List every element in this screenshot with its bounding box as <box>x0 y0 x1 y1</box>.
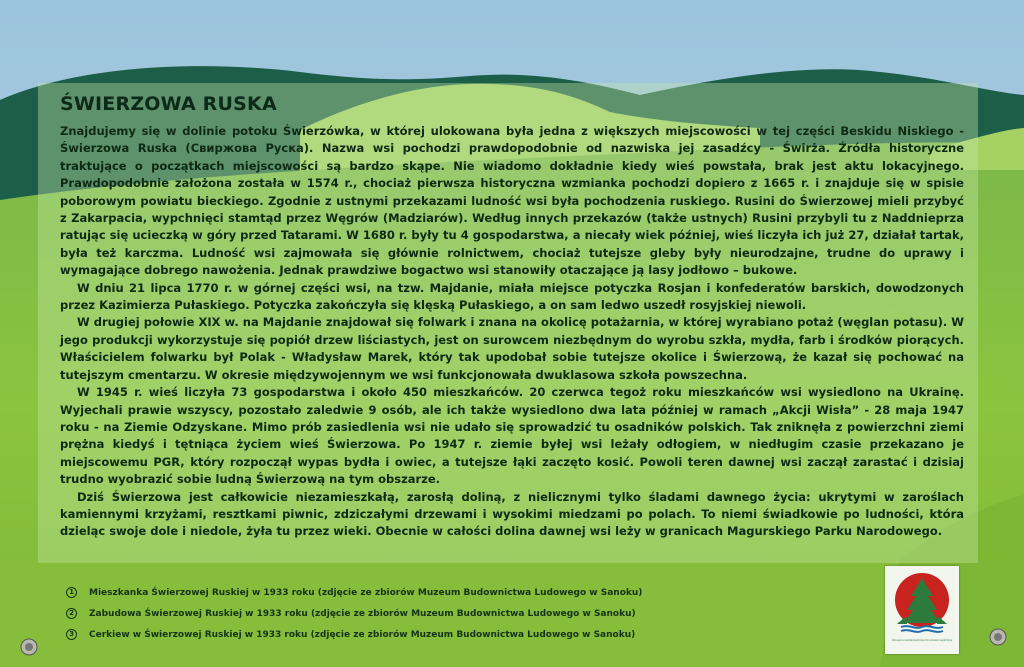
caption-2 <box>66 603 642 624</box>
fund-logo <box>885 566 959 654</box>
logo-caption: Dofinansowano ze środków Narodowego Funduszu Ochrony Środowiska i Gospodarki Wodnej <box>892 639 953 642</box>
paragraph-2: W dniu 21 lipca 1770 r. w górnej części wsi, na tzw. Majdanie, miała miejsce potyczka Rosjan i konfederatów barskich, dowodzonych przez Kazimierza Pułaskiego. Potyczka zakończyła się klęską Pułaskiego, a on sam ledwo uszedł rosyjskiej niewoli. <box>60 280 964 313</box>
caption-text: Mieszkanka Świerzowej Ruskiej w 1933 roku (zdjęcie ze zbiorów Muzeum Budownictwa Ludowego w Sanoku) <box>89 587 643 598</box>
caption-number: 3 <box>66 629 77 640</box>
caption-3 <box>66 624 642 645</box>
caption-text: Cerkiew w Świerzowej Ruskiej w 1933 roku (zdjęcie ze zbiorów Muzeum Budownictwa Ludowego w Sanoku) <box>89 629 636 640</box>
caption-number: 2 <box>66 608 77 619</box>
screw-left-icon <box>20 638 38 656</box>
paragraph-1: Znajdujemy się w dolinie potoku Świerzówka, w której ulokowana była jedna z większych miejscowości w tej części Beskidu Niskiego - Świerzowa Ruska (Свиржова Руска). Nazwa wsi pochodzi prawdopodobnie od nazwiska jej zasadźcy - Świrża. Źródła historyczne traktujące o początkach miejscowości są bardzo skąpe. Nie wiadomo dokładnie kiedy wieś powstała, brak jest aktu lokacyjnego. Prawdopodobnie założona została w 1574 r., chociaż pierwsza historyczna wzmianka pochodzi dopiero z 1665 r. i znajduje się w spisie poborowym powiatu bieckiego. Zgodnie z ustnymi przekazami ludność wsi była pochodzenia ruskiego. Rusini do Świerzowej mieli przybyć z Zakarpacia, wypchnięci stamtąd przez Węgrów (Madziarów). Według innych przekazów (także ustnych) Rusini przybyli tu z Naddnieprza ratując się ucieczką w góry przed Tatarami. W 1680 r. były tu 4 gospodarstwa, a niecały wiek później, wieś liczyła ich już 27, działał tartak, była też karczma. Ludność wsi zajmowała się głównie rolnictwem, chociaż tutejsze gleby były nieurodzajne, trudne do uprawy i wymagające dobrego nawożenia. Jednak prawdziwe bogactwo wsi stanowiły otaczające ją lasy jodłowo – bukowe. <box>60 124 964 278</box>
paragraph-5: Dziś Świerzowa jest całkowicie niezamieszkałą, zarosłą doliną, z nielicznymi tylko śladami dawnego życia: ukrytymi w zaroślach kamiennymi krzyżami, resztkami piwnic, zdziczałymi drzewami i wysokimi miedzami po polach. To niemi świadkowie po ludności, która dzieląc swoje dole i niedole, żyła tu przez wieki. Obecnie w całości dolina dawnej wsi leży w granicach Magurskiego Parku Narodowego. <box>60 489 964 539</box>
forest-fund-logo-icon <box>885 566 959 654</box>
history-text <box>60 123 964 541</box>
paragraph-3: W drugiej połowie XIX w. na Majdanie znajdował się folwark i znana na okolicę potażarnia, w której wyrabiano potaż (węglan potasu). W jego produkcji wykorzystuje się popiół drzew liściastych, jest on surowcem niezbędnym do wyrobu szkła, mydła, farb i środków piorących. Właścicielem folwarku był Polak - Władysław Marek, który tak upodobał sobie tutejsze okolice i Świerzową, że kazał się pochować na tutejszym cmentarzu. W okresie międzywojennym we wsi funkcjonowała dwuklasowa szkoła powszechna. <box>60 315 964 382</box>
caption-text: Zabudowa Świerzowej Ruskiej w 1933 roku (zdjęcie ze zbiorów Muzeum Budownictwa Ludowego w Sanoku) <box>89 608 636 619</box>
photo-captions <box>66 582 642 645</box>
caption-number: 1 <box>66 587 77 598</box>
paragraph-4: W 1945 r. wieś liczyła 73 gospodarstwa i około 450 mieszkańców. 20 czerwca tegoż roku mieszkańców wsi wysiedlono na Ukrainę. Wyjechali prawie wszyscy, pozostało zaledwie 9 osób, ale ich także wysiedlono dwa lata później w ramach „Akcji Wisła” - 28 maja 1947 roku - na Ziemie Odzyskane. Mimo prób zasiedlenia wsi nie udało się sprowadzić tu osadników polskich. Tak zniknęła z powierzchni ziemi prężna kiedyś i tętniąca życiem wieś Świerzowa. Po 1947 r. ziemie byłej wsi leżały odłogiem, w niedługim czasie przekazano je miejscowemu PGR, który rozpoczął wypas bydła i owiec, a tutejsze łąki zaczęto kosić. Powoli teren dawnej wsi zaczął zarastać i dzisiaj trudno wyobrazić sobie ludną Świerzową na tym obszarze. <box>60 385 964 487</box>
screw-right-icon <box>989 628 1007 646</box>
caption-1 <box>66 582 642 603</box>
sign-title: ŚWIERZOWA RUSKA <box>60 93 277 115</box>
